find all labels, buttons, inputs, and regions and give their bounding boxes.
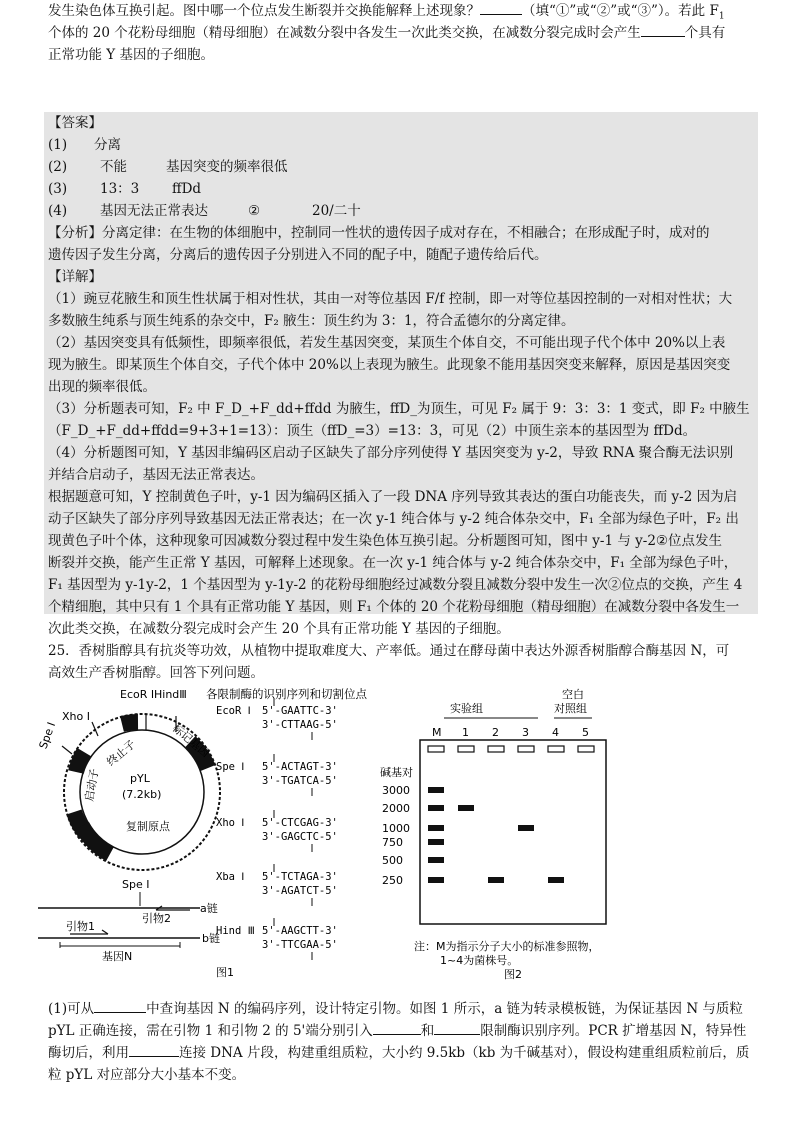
primer2-label: 引物2 <box>142 912 171 925</box>
segment-block <box>82 826 110 854</box>
plasmid-name: pYL <box>130 772 150 785</box>
question-1-line: pYL 正确连接，需在引物 1 和引物 2 的 5'端分别引入 和 限制酶识别序列。PCR 扩增基因 N，特异性 <box>48 1020 754 1043</box>
marker-label: 3000 <box>382 784 410 797</box>
site-hind: HindⅢ <box>154 688 187 701</box>
intro-line-2: 个体的 20 个花粉母细胞（精母细胞）在减数分裂中各发生一次此类交换，在减数分裂完成时会产生 个具有 <box>48 22 754 45</box>
intro-line-3: 正常功能 Y 基因的子细胞。 <box>48 47 214 63</box>
detail-line: （4）分析题图可知，Y 基因非编码区启动子区缺失了部分序列使得 Y 基因突变为 y-2，导致 RNA 聚合酶无法识别 <box>48 445 734 461</box>
marker-label: 1000 <box>382 822 410 835</box>
plasmid-diagram <box>37 688 220 870</box>
marker-label: 750 <box>382 836 403 849</box>
detail-line: 现黄色子叶个体，这种现象可因减数分裂过程中发生染色体互换引起。分析题图可知，图中 y-1 与 y-2②位点发生 <box>48 533 723 549</box>
detail-line: （1）豌豆花腋生和顶生性状属于相对性状，其由一对等位基因 F/f 控制，即一对等位基因控制的一对相对性状；大 <box>48 291 733 307</box>
intro-line-1: 发生染色体互换引起。图中哪一个位点发生断裂并交换能解释上述现象？ （填“①”或“②”或“③”）。若此 $F_1$ <box>48 0 754 28</box>
gel-bands <box>428 746 594 883</box>
gel-note: 注：M为指示分子大小的标准参照物， <box>414 940 600 953</box>
detail-line: （F_D_+F_dd+ffdd=9+3+1=13）：顶生（ffD_=3）=13：3，可见（2）中顶生亲本的基因型为 ffDd。 <box>48 423 697 439</box>
question-25-line: 高效生产香树脂醇。回答下列问题。 <box>48 665 264 681</box>
question-1-line: 粒 pYL 对应部分大小基本不变。 <box>48 1067 246 1083</box>
gel-ylabel: 碱基对 <box>380 766 413 779</box>
page: 发生染色体互换引起。图中哪一个位点发生断裂并交换能解释上述现象？ （填“①”或“②”或“③”）。若此 $F_1$ 个体的 20 个花粉母细胞（精母细胞）在减数分裂中各发生一次此类交换，在减数分裂完成时会产生 个具有 正常功能 Y 基因的子细胞。 【答案】 (1) 分离 (2) 不能 基因突变的频率很低 (3) 13：3 ffDd (4) 基因无法正常表达 ② 20/二十 【分析】分离定律：在生物的体细胞中，控制同一性状的遗传因子成对存在，不相融合；在形成配子时，成对的 遗传因子发生分离，分离后的遗传因子分别进入不同的配子中，随配子遗传给后代。 【详解】 （1）豌豆花腋生和顶生性状属于相对性状，其由一对等位基因 F/f 控制，即一对等位基因控制的一对相对性状；大 多数腋生纯系与顶生纯系的杂交中，F₂ 腋生：顶生约为 3：1，符合孟德尔的分离定律。 （2）基因突变具有低频性，即频率很低，若发生基因突变，某顶生个体自交，不可能出现子代个体中 20%以上表 现为腋生。即某顶生个体自交，子代个体中 20%以上表现为腋生。此现象不能用基因突变来解释，原因是基因突变 出现的频率很低。 （3）分析题表可知，F₂ 中 F_D_+F_dd+ffdd 为腋生，ffD_为顶生，可见 F₂ 属于 9：3：3：1 变式，即 F₂ 中腋生 （F_D_+F_dd+ffdd=9+3+1=13）：顶生（ffD_=3）=13：3，可见（2）中顶生亲本的基因型为 ffDd。 （4）分析题图可知，Y 基因非编码区启动子区缺失了部分序列使得 Y 基因突变为 y-2，导致 RNA 聚合酶无法识别 并结合启动子，基因无法正常表达。 根据题意可知，Y 控制黄色子叶，y-1 因为编码区插入了一段 DNA 序列导致其表达的蛋白功能丧失，而 y-2 因为启 动子区缺失了部分序列导致基因无法正常表达；在一次 y-1 纯合体与 y-2 纯合体杂交中，F₁ 全部为绿色子叶，F₂ 出 现黄色子叶个体，这种现象可因减数分裂过程中发生染色体互换引起。分析题图可知，图中 y-1 与 y-2②位点发生 断裂并交换，能产生正常 Y 基因，可解释上述现象。在一次 y-1 纯合体与 y-2 纯合体杂交中，F₁ 全部为绿色子叶， F₁ 基因型为 y-1y-2，1 个基因型为 y-1y-2 的花粉母细胞经过减数分裂且减数分裂中发生一次②位点的交换，产生 4 个精细胞，其中只有 1 个具有正常功能 Y 基因，则 F₁ 个体的 20 个花粉母细胞（精母细胞）在减数分裂中各发生一 次此类交换，在减数分裂完成时会产生 20 个具有正常功能 Y 基因的子细胞。 25．香树脂醇具有抗炎等功效，从植物中提取难度大、产率低。通过在酵母菌中表达外源香树脂醇合酶基因 N，可 高效生产香树脂醇。回答下列问题。 EcoR Ⅰ HindⅢ Xho Ⅰ Spe Ⅰ 终止子 标记基因 启动子 复制原点 pYL (7.2kb) 各限制酶的识别序列和切割位点 EcoR Ⅰ 5'-GAATTC-3' 3'-CTTAAG-5' Spe Ⅰ 5'-ACTAGT-3' 3'-TGATCA-5' Xho Ⅰ 5'-CTCGAG-3' 3'-GAGCTC-5' Xba Ⅰ 5'-TCTAGA-3' 3'-AGATCT-5' Hind Ⅲ 5'-AAGCTT-3' 3'-TTCGAA-5' Spe Ⅰ a链 引物2 引物1 b链 基因N 图1 实验组 空白 对照组 M 1 2 3 4 5 碱基对 3000 2000 1000 750 500 250 注：M为指示分子大小的标准参照物， 1~4为菌株号。 图2 (1)可从 中查询基因 N 的编码序列，设计特定引物。如图 1 所示，a 链为转录模板链，为保证基因 N 与质粒 pYL 正确连接，需在引物 1 和引物 2 的 5'端分别引入 和 限制酶识别序列。PCR 扩增基因 N，特异性 酶切后，利用 连接 DNA 片段，构建重组质粒，大小约 9.5kb（kb 为千碱基对），假设构建重组质粒前后，质 粒 pYL 对应部分大小基本不变。 <box>0 0 800 1132</box>
gel-well <box>488 746 504 752</box>
figure-2-gel <box>378 684 618 984</box>
lane-label: 3 <box>522 726 529 739</box>
enzyme-bottom: 3'-TGATCA-5' <box>262 775 338 787</box>
enzyme-top: 5'-GAATTC-3' <box>262 705 338 717</box>
figure-2-caption: 图2 <box>504 968 522 981</box>
sample-band <box>458 805 474 811</box>
detail-header: 【详解】 <box>48 269 102 285</box>
enzyme-bottom: 3'-AGATCT-5' <box>262 885 338 897</box>
detail-line: 个精细胞，其中只有 1 个具有正常功能 Y 基因，则 F₁ 个体的 20 个花粉母细胞（精母细胞）在减数分裂中各发生一 <box>48 599 740 615</box>
gene-n-label: 基因N <box>102 950 133 963</box>
gene-n-diagram <box>38 878 220 963</box>
a-chain-label: a链 <box>200 902 218 915</box>
detail-line: 根据题意可知，Y 控制黄色子叶，y-1 因为编码区插入了一段 DNA 序列导致其表达的蛋白功能丧失，而 y-2 因为启 <box>48 489 738 505</box>
detail-line: （3）分析题表可知，F₂ 中 F_D_+F_dd+ffdd 为腋生，ffD_为顶生，可见 F₂ 属于 9：3：3：1 变式，即 F₂ 中腋生 <box>48 401 750 417</box>
detail-line: 次此类交换，在减数分裂完成时会产生 20 个具有正常功能 Y 基因的子细胞。 <box>48 621 510 637</box>
blank-group-label: 空白 <box>562 688 584 701</box>
enzyme-name: Xho Ⅰ <box>216 817 245 829</box>
question-25-line: 25．香树脂醇具有抗炎等功效，从植物中提取难度大、产率低。通过在酵母菌中表达外源香树脂醇合酶基因 N，可 <box>48 643 730 659</box>
site-spe: Spe Ⅰ <box>36 720 59 751</box>
marker-band <box>428 825 444 831</box>
gel-well <box>458 746 474 752</box>
segment-marker: 标记基因 <box>169 721 212 760</box>
detail-line: 动子区缺失了部分序列导致基因无法正常表达；在一次 y-1 纯合体与 y-2 纯合体杂交中，F₁ 全部为绿色子叶，F₂ 出 <box>48 511 739 527</box>
enzyme-name: EcoR Ⅰ <box>216 705 251 717</box>
marker-band <box>428 857 444 863</box>
enzyme-top: 5'-CTCGAG-3' <box>262 817 338 829</box>
enzyme-name: Spe Ⅰ <box>216 761 245 773</box>
gel-well <box>518 746 534 752</box>
gel-well <box>578 746 594 752</box>
segment-terminator: 终止子 <box>104 737 139 769</box>
detail-line: F₁ 基因型为 y-1y-2，1 个基因型为 y-1y-2 的花粉母细胞经过减数分裂且减数分裂中发生一次②位点的交换，产生 4 <box>48 577 743 593</box>
answer-blank[interactable] <box>641 22 685 37</box>
detail-line: 多数腋生纯系与顶生纯系的杂交中，F₂ 腋生：顶生约为 3：1，符合孟德尔的分离定律。 <box>48 313 575 329</box>
marker-band <box>428 877 444 883</box>
enzymes-title: 各限制酶的识别序列和切割位点 <box>206 687 367 701</box>
answer-blank[interactable] <box>94 998 146 1013</box>
lane-label: 2 <box>492 726 499 739</box>
figure-1-caption: 图1 <box>216 966 234 979</box>
sample-band <box>518 825 534 831</box>
enzyme-top: 5'-ACTAGT-3' <box>262 761 338 773</box>
gel-well <box>428 746 444 752</box>
marker-band <box>428 839 444 845</box>
marker-label: 2000 <box>382 802 410 815</box>
detail-line: 现为腋生。即某顶生个体自交，子代个体中 20%以上表现为腋生。此现象不能用基因突变来解释，原因是基因突变 <box>48 357 731 373</box>
b-chain-label: b链 <box>202 932 220 945</box>
enzyme-name: Hind Ⅲ <box>216 925 255 937</box>
question-1-line: (1)可从 中查询基因 N 的编码序列，设计特定引物。如图 1 所示，a 链为转录模板链，为保证基因 N 与质粒 <box>48 998 754 1021</box>
marker-band <box>428 787 444 793</box>
enzyme-name: Xba Ⅰ <box>216 871 245 883</box>
gene-spe-label: Spe Ⅰ <box>122 878 150 891</box>
site-ecor: EcoR Ⅰ <box>120 688 155 701</box>
answer-blank[interactable] <box>129 1042 179 1057</box>
enzyme-list <box>216 698 338 960</box>
gel-note-2: 1~4为菌株号。 <box>440 954 519 967</box>
sample-band <box>548 877 564 883</box>
lane-labels <box>432 726 589 739</box>
exp-group-label: 实验组 <box>450 702 483 715</box>
marker-band <box>428 805 444 811</box>
answer-header: 【答案】 <box>48 115 102 131</box>
enzyme-top: 5'-AAGCTT-3' <box>262 925 338 937</box>
plasmid-size: (7.2kb) <box>122 788 162 801</box>
marker-label: 500 <box>382 854 403 867</box>
marker-label: 250 <box>382 874 403 887</box>
analysis-line: 遗传因子发生分离，分离后的遗传因子分别进入不同的配子中，随配子遗传给后代。 <box>48 247 548 263</box>
blank-group-label-2: 对照组 <box>554 702 587 715</box>
sample-band <box>488 877 504 883</box>
segment-block <box>122 722 138 724</box>
enzyme-top: 5'-TCTAGA-3' <box>262 871 338 883</box>
marker-labels <box>382 784 410 887</box>
primer1-label: 引物1 <box>66 920 95 933</box>
answer-blank[interactable] <box>480 0 522 15</box>
enzyme-bottom: 3'-GAGCTC-5' <box>262 831 338 843</box>
detail-line: 断裂并交换，能产生正常 Y 基因，可解释上述现象。在一次 y-1 纯合体与 y-2 纯合体杂交中，F₁ 全部为绿色子叶， <box>48 555 738 571</box>
site-xho: Xho Ⅰ <box>62 710 90 723</box>
segment-promoter: 启动子 <box>82 767 102 803</box>
answer-blank[interactable] <box>434 1020 480 1035</box>
segment-ori: 复制原点 <box>126 820 170 833</box>
lane-label: 4 <box>552 726 559 739</box>
question-1-line: 酶切后，利用 连接 DNA 片段，构建重组质粒，大小约 9.5kb（kb 为千碱基对），假设构建重组质粒前后，质 <box>48 1042 754 1065</box>
segment-block <box>76 752 84 772</box>
lane-label: M <box>432 726 442 739</box>
enzyme-bottom: 3'-CTTAAG-5' <box>262 719 338 731</box>
lane-label: 5 <box>582 726 589 739</box>
gel-well <box>548 746 564 752</box>
answer-blank[interactable] <box>373 1020 421 1035</box>
gel-frame <box>420 740 606 924</box>
detail-line: 并结合启动子，基因无法正常表达。 <box>48 467 264 483</box>
lane-label: 1 <box>462 726 469 739</box>
enzyme-bottom: 3'-TTCGAA-5' <box>262 939 338 951</box>
detail-line: （2）基因突变具有低频性，即频率很低，若发生基因突变，某顶生个体自交，不可能出现子代个体中 20%以上表 <box>48 335 726 351</box>
detail-line: 出现的频率很低。 <box>48 379 156 395</box>
analysis-line: 【分析】分离定律：在生物的体细胞中，控制同一性状的遗传因子成对存在，不相融合；在形成配子时，成对的 <box>48 225 710 241</box>
figure-1 <box>30 684 380 984</box>
